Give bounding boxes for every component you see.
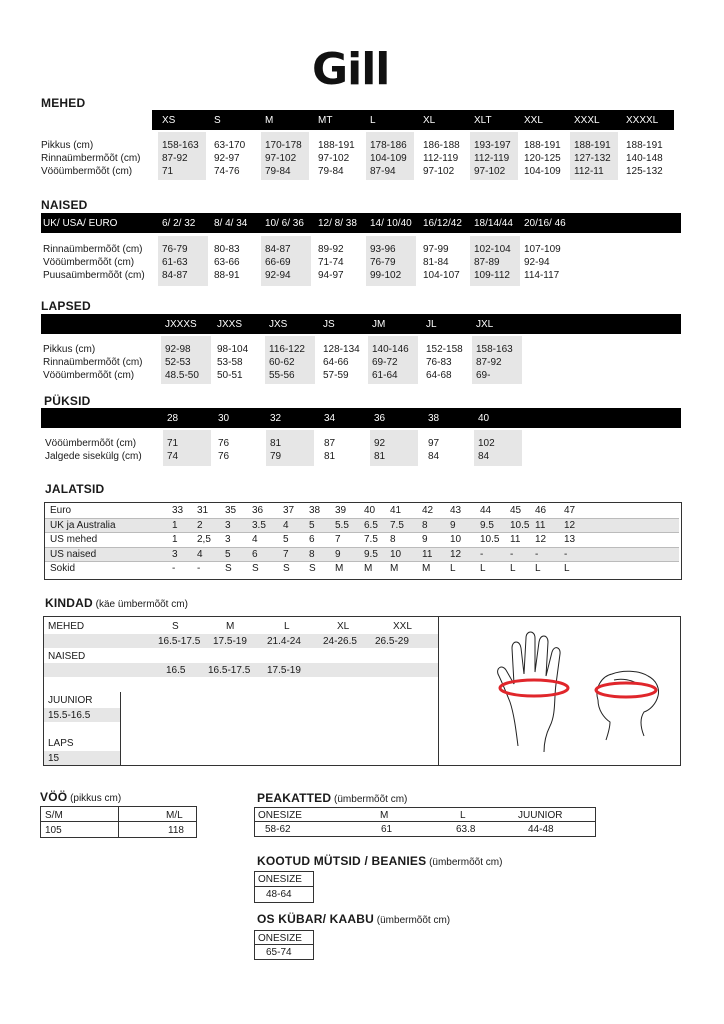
- kootud-subtitle: (ümbermõõt cm): [429, 857, 503, 868]
- puksid-size-header: 32: [270, 413, 282, 424]
- puksid-cell: 71: [167, 438, 179, 449]
- jalatsid-cell: L: [535, 563, 541, 574]
- puksid-header-bar: [41, 408, 681, 428]
- jalatsid-cell: 11: [422, 548, 433, 560]
- naised-size-header: 8/ 4/ 34: [214, 218, 248, 229]
- jalatsid-cell: S: [309, 563, 316, 574]
- puksid-cell: 74: [167, 451, 179, 462]
- voo-header-ml: M/L: [166, 810, 183, 821]
- mehed-cell: 193-197: [474, 140, 511, 151]
- puksid-cell: 84: [478, 451, 490, 462]
- mehed-size-header: XXL: [524, 115, 543, 126]
- jalatsid-cell: 43: [450, 505, 462, 516]
- jalatsid-cell: 9.5: [364, 548, 378, 560]
- mehed-cell: 97-102: [318, 153, 350, 164]
- jalatsid-cell: 44: [480, 505, 492, 516]
- jalatsid-row-divider: [45, 561, 679, 562]
- jalatsid-cell: 7.5: [364, 534, 378, 545]
- mehed-cell: 97-102: [474, 166, 506, 177]
- mehed-size-header: M: [265, 115, 274, 126]
- jalatsid-row-divider: [45, 547, 679, 548]
- naised-cell: 63-66: [214, 257, 240, 268]
- puksid-size-header: 38: [428, 413, 440, 424]
- naised-cell: 99-102: [370, 270, 402, 281]
- naised-cell: 109-112: [474, 270, 510, 281]
- jalatsid-cell: 36: [252, 505, 264, 516]
- jalatsid-cell: 5.5: [335, 519, 349, 531]
- jalatsid-cell: M: [335, 563, 344, 574]
- peakatted-header-l: L: [460, 810, 466, 821]
- mehed-cell: 120-125: [524, 153, 561, 164]
- kindad-mehed-value: 17.5-19: [213, 636, 247, 647]
- kindad-size-header: M: [226, 621, 235, 632]
- jalatsid-cell: 1: [172, 534, 178, 545]
- naised-cell: 71-74: [318, 257, 344, 268]
- naised-cell: 114-117: [524, 270, 560, 281]
- mehed-size-header: MT: [318, 115, 333, 126]
- mehed-cell: 178-186: [370, 140, 407, 151]
- jalatsid-row-label: US mehed: [50, 534, 98, 545]
- jalatsid-cell: 3: [225, 519, 231, 531]
- mehed-cell: 112-11: [574, 166, 604, 177]
- peakatted-header-onesize: ONESIZE: [258, 810, 302, 821]
- jalatsid-cell: 46: [535, 505, 547, 516]
- jalatsid-cell: 8: [390, 534, 396, 545]
- jalatsid-cell: L: [480, 563, 486, 574]
- mehed-cell: 71: [162, 166, 174, 177]
- kindad-naised-label: NAISED: [48, 651, 86, 662]
- jalatsid-cell: 6: [309, 534, 315, 545]
- naised-cell: 93-96: [370, 244, 396, 255]
- lapsed-cell: 69-72: [372, 357, 398, 368]
- puksid-cell: 102: [478, 438, 495, 449]
- mehed-cell: 125-132: [626, 166, 663, 177]
- puksid-cell: 84: [428, 451, 440, 462]
- kindad-naised-value: 16.5: [166, 665, 186, 676]
- lapsed-cell: 50-51: [217, 370, 243, 381]
- kubar-heading: [257, 912, 450, 926]
- lapsed-cell: 76-83: [426, 357, 452, 368]
- jalatsid-row-shade: [45, 518, 679, 532]
- jalatsid-cell: -: [564, 548, 568, 560]
- puksid-cell: 76: [218, 451, 230, 462]
- mehed-cell: 127-132: [574, 153, 611, 164]
- jalatsid-cell: 41: [390, 505, 402, 516]
- mehed-cell: 112-119: [474, 153, 510, 164]
- jalatsid-cell: 1: [172, 519, 178, 531]
- naised-row-label: Puusaümbermõõt (cm): [43, 270, 145, 281]
- peakatted-header-m: M: [380, 810, 389, 821]
- naised-cell: 87-89: [474, 257, 500, 268]
- puksid-title: PÜKSID: [44, 394, 91, 408]
- jalatsid-cell: 10: [390, 548, 402, 560]
- kubar-title: OS KÜBAR/ KAABU: [257, 912, 374, 926]
- jalatsid-cell: 12: [535, 534, 547, 545]
- naised-cell: 88-91: [214, 270, 240, 281]
- jalatsid-cell: M: [422, 563, 431, 574]
- brand-logo-text: Gill: [312, 44, 390, 95]
- naised-cell: 66-69: [265, 257, 291, 268]
- jalatsid-cell: 3: [225, 534, 231, 545]
- jalatsid-row-divider: [45, 532, 679, 533]
- kindad-laps-value: 15: [48, 753, 60, 764]
- naised-size-header: 14/ 10/40: [370, 218, 412, 229]
- jalatsid-cell: 4: [252, 534, 258, 545]
- naised-cell: 92-94: [524, 257, 550, 268]
- mehed-cell: 97-102: [423, 166, 455, 177]
- kindad-heading: [45, 596, 188, 610]
- jalatsid-cell: -: [480, 548, 484, 560]
- peakatted-value-l: 63.8: [456, 824, 476, 835]
- mehed-size-header: XXXXL: [626, 115, 659, 126]
- naised-title: NAISED: [41, 198, 88, 212]
- kindad-title: KINDAD: [45, 596, 93, 610]
- lapsed-cell: 98-104: [217, 344, 249, 355]
- kindad-subtitle: (käe ümbermõõt cm): [95, 599, 188, 610]
- kindad-mehed-value: 21.4-24: [267, 636, 301, 647]
- puksid-size-header: 40: [478, 413, 490, 424]
- jalatsid-cell: 8: [422, 519, 428, 531]
- naised-size-header: 6/ 2/ 32: [162, 218, 196, 229]
- jalatsid-frame: [44, 502, 682, 580]
- naised-cell: 89-92: [318, 244, 344, 255]
- peakatted-title: PEAKATTED: [257, 791, 332, 805]
- mehed-size-header: S: [214, 115, 221, 126]
- kubar-header: ONESIZE: [258, 933, 302, 944]
- voo-title: VÖÖ: [40, 790, 68, 804]
- jalatsid-cell: 5: [283, 534, 289, 545]
- kindad-small-divider: [120, 692, 121, 765]
- mehed-title: MEHED: [41, 96, 86, 110]
- naised-header-bar: [41, 213, 681, 233]
- puksid-cell: 81: [270, 438, 282, 449]
- lapsed-size-header: JM: [372, 319, 386, 330]
- lapsed-cell: 158-163: [476, 344, 513, 355]
- jalatsid-cell: 3.5: [252, 519, 266, 531]
- kindad-size-header: XL: [337, 621, 350, 632]
- lapsed-cell: 69-: [476, 370, 491, 381]
- voo-value-sm: 105: [45, 825, 62, 836]
- naised-cell: 76-79: [370, 257, 396, 268]
- jalatsid-cell: S: [225, 563, 232, 574]
- kindad-mehed-value: 26.5-29: [375, 636, 409, 647]
- mehed-cell: 92-97: [214, 153, 240, 164]
- jalatsid-cell: 2: [197, 519, 203, 531]
- jalatsid-cell: L: [450, 563, 456, 574]
- mehed-cell: 87-94: [370, 166, 396, 177]
- kootud-title: KOOTUD MÜTSID / BEANIES: [257, 854, 427, 868]
- naised-cell: 76-79: [162, 244, 188, 255]
- mehed-cell: 158-163: [162, 140, 199, 151]
- jalatsid-row-label: Euro: [50, 505, 72, 516]
- kubar-value: 65-74: [266, 947, 292, 958]
- jalatsid-cell: 37: [283, 505, 295, 516]
- mehed-cell: 97-102: [265, 153, 297, 164]
- jalatsid-cell: 7: [335, 534, 341, 545]
- kindad-laps-label: LAPS: [48, 738, 74, 749]
- lapsed-size-header: JS: [323, 319, 335, 330]
- lapsed-cell: 128-134: [323, 344, 360, 355]
- puksid-cell: 97: [428, 438, 440, 449]
- jalatsid-cell: M: [390, 563, 399, 574]
- jalatsid-cell: S: [283, 563, 290, 574]
- hand-measure-illustration: [438, 618, 680, 764]
- lapsed-cell: 48.5-50: [165, 370, 199, 381]
- jalatsid-cell: S: [252, 563, 259, 574]
- peakatted-value-onesize: 58-62: [265, 824, 291, 835]
- lapsed-cell: 152-158: [426, 344, 463, 355]
- mehed-cell: 79-84: [318, 166, 344, 177]
- jalatsid-cell: 5: [225, 548, 231, 560]
- puksid-size-header: 28: [167, 413, 179, 424]
- mehed-size-header: XLT: [474, 115, 492, 126]
- jalatsid-cell: 47: [564, 505, 576, 516]
- mehed-size-header: XXXL: [574, 115, 600, 126]
- mehed-cell: 112-119: [423, 153, 459, 164]
- mehed-cell: 188-191: [318, 140, 355, 151]
- lapsed-cell: 116-122: [269, 344, 305, 355]
- jalatsid-cell: 11: [535, 519, 546, 531]
- kindad-naised-value: 17.5-19: [267, 665, 301, 676]
- kindad-juunior-label: JUUNIOR: [48, 695, 93, 706]
- jalatsid-cell: 6: [252, 548, 258, 560]
- jalatsid-cell: 7.5: [390, 519, 404, 531]
- lapsed-header-bar: [41, 314, 681, 334]
- kindad-mehed-label: MEHED: [48, 621, 85, 632]
- mehed-cell: 140-148: [626, 153, 663, 164]
- puksid-cell: 81: [374, 451, 386, 462]
- kindad-size-header: XXL: [393, 621, 412, 632]
- voo-value-ml: 118: [168, 825, 184, 836]
- mehed-header-bar: [152, 110, 674, 130]
- mehed-cell: 104-109: [524, 166, 561, 177]
- kindad-mehed-value: 24-26.5: [323, 636, 357, 647]
- naised-cell: 81-84: [423, 257, 449, 268]
- lapsed-cell: 92-98: [165, 344, 191, 355]
- kootud-value: 48-64: [266, 889, 292, 900]
- mehed-cell: 188-191: [626, 140, 663, 151]
- jalatsid-cell: 11: [510, 534, 521, 545]
- jalatsid-cell: 33: [172, 505, 184, 516]
- naised-size-header: 10/ 6/ 36: [265, 218, 304, 229]
- peakatted-heading: [257, 791, 407, 805]
- fist-measure-ring: [596, 683, 656, 697]
- kindad-juunior-value: 15.5-16.5: [48, 710, 91, 721]
- jalatsid-cell: 31: [197, 505, 209, 516]
- puksid-row-label: Jalgede sisekülg (cm): [45, 451, 142, 462]
- kindad-size-header: L: [284, 621, 290, 632]
- puksid-size-header: 34: [324, 413, 336, 424]
- mehed-size-header: XL: [423, 115, 436, 126]
- lapsed-cell: 140-146: [372, 344, 409, 355]
- mehed-cell: 87-92: [162, 153, 188, 164]
- peakatted-subtitle: (ümbermõõt cm): [334, 794, 408, 805]
- jalatsid-cell: -: [197, 563, 201, 574]
- mehed-row-label: Rinnaümbermõõt (cm): [41, 153, 141, 164]
- naised-size-header: 16/12/42: [423, 218, 462, 229]
- jalatsid-cell: 42: [422, 505, 434, 516]
- jalatsid-cell: 40: [364, 505, 376, 516]
- jalatsid-cell: 9: [422, 534, 428, 545]
- jalatsid-cell: -: [172, 563, 176, 574]
- lapsed-size-header: JXL: [476, 319, 494, 330]
- naised-cell: 84-87: [162, 270, 188, 281]
- lapsed-cell: 64-68: [426, 370, 452, 381]
- naised-row-label: Rinnaümbermõõt (cm): [43, 244, 143, 255]
- jalatsid-cell: 4: [283, 519, 289, 531]
- naised-size-header: 20/16/ 46: [524, 218, 566, 229]
- puksid-size-header: 30: [218, 413, 230, 424]
- jalatsid-cell: 45: [510, 505, 522, 516]
- jalatsid-cell: 9.5: [480, 519, 494, 531]
- lapsed-cell: 55-56: [269, 370, 295, 381]
- mehed-size-header: XS: [162, 115, 176, 126]
- puksid-row-label: Vööümbermõõt (cm): [45, 438, 137, 449]
- lapsed-cell: 57-59: [323, 370, 349, 381]
- jalatsid-row-shade: [45, 547, 679, 561]
- jalatsid-cell: 12: [450, 548, 462, 560]
- jalatsid-cell: 7: [283, 548, 289, 560]
- naised-header-label: UK/ USA/ EURO: [43, 218, 118, 229]
- lapsed-cell: 64-66: [323, 357, 349, 368]
- jalatsid-cell: 9: [335, 548, 341, 560]
- kindad-mehed-value: 16.5-17.5: [158, 636, 201, 647]
- lapsed-row-label: Pikkus (cm): [43, 344, 96, 355]
- jalatsid-cell: 10: [450, 534, 462, 545]
- naised-size-header: 12/ 8/ 38: [318, 218, 357, 229]
- jalatsid-cell: 5: [309, 519, 315, 531]
- puksid-cell: 92: [374, 438, 386, 449]
- puksid-cell: 87: [324, 438, 336, 449]
- jalatsid-cell: 8: [309, 548, 315, 560]
- mehed-cell: 186-188: [423, 140, 460, 151]
- jalatsid-row-label: Sokid: [50, 563, 76, 574]
- jalatsid-cell: 6.5: [364, 519, 378, 531]
- voo-header-sm: S/M: [45, 810, 63, 821]
- jalatsid-row-label: US naised: [50, 548, 97, 560]
- peakatted-value-m: 61: [381, 824, 393, 835]
- jalatsid-title: JALATSID: [45, 482, 105, 496]
- naised-cell: 97-99: [423, 244, 449, 255]
- kootud-header: ONESIZE: [258, 874, 302, 885]
- peakatted-header-juunior: JUUNIOR: [518, 810, 563, 821]
- mehed-cell: 63-170: [214, 140, 246, 151]
- lapsed-cell: 53-58: [217, 357, 243, 368]
- naised-cell: 80-83: [214, 244, 240, 255]
- naised-cell: 92-94: [265, 270, 291, 281]
- lapsed-size-header: JXS: [269, 319, 288, 330]
- jalatsid-cell: 2,5: [197, 534, 211, 545]
- mehed-cell: 170-178: [265, 140, 302, 151]
- naised-cell: 104-107: [423, 270, 460, 281]
- puksid-cell: 76: [218, 438, 230, 449]
- brand-logo: [312, 44, 412, 95]
- kindad-size-header: S: [172, 621, 179, 632]
- lapsed-size-header: JXXXS: [165, 319, 197, 330]
- lapsed-size-header: JL: [426, 319, 437, 330]
- jalatsid-cell: -: [510, 548, 514, 560]
- hand-measure-ring: [500, 680, 568, 696]
- lapsed-size-header: JXXS: [217, 319, 243, 330]
- mehed-cell: 188-191: [524, 140, 561, 151]
- jalatsid-cell: 35: [225, 505, 237, 516]
- jalatsid-cell: 38: [309, 505, 321, 516]
- naised-cell: 94-97: [318, 270, 344, 281]
- naised-row-label: Vööümbermõõt (cm): [43, 257, 135, 268]
- voo-subtitle: (pikkus cm): [70, 793, 122, 804]
- mehed-row-label: Pikkus (cm): [41, 140, 94, 151]
- mehed-row-label: Vööümbermõõt (cm): [41, 166, 133, 177]
- jalatsid-row-divider: [45, 518, 679, 519]
- jalatsid-cell: 12: [564, 519, 576, 531]
- mehed-cell: 79-84: [265, 166, 291, 177]
- jalatsid-cell: -: [535, 548, 539, 560]
- jalatsid-row-label: UK ja Australia: [50, 519, 116, 531]
- jalatsid-cell: 3: [172, 548, 178, 560]
- voo-heading: [40, 790, 121, 804]
- puksid-size-header: 36: [374, 413, 386, 424]
- lapsed-cell: 52-53: [165, 357, 191, 368]
- jalatsid-cell: L: [564, 563, 570, 574]
- naised-size-header: 18/14/44: [474, 218, 513, 229]
- jalatsid-cell: L: [510, 563, 516, 574]
- peakatted-value-juunior: 44-48: [528, 824, 554, 835]
- mehed-cell: 74-76: [214, 166, 240, 177]
- puksid-cell: 79: [270, 451, 282, 462]
- jalatsid-cell: 13: [564, 534, 576, 545]
- jalatsid-cell: M: [364, 563, 373, 574]
- mehed-cell: 188-191: [574, 140, 611, 151]
- jalatsid-cell: 10.5: [480, 534, 500, 545]
- naised-cell: 84-87: [265, 244, 291, 255]
- naised-cell: 61-63: [162, 257, 188, 268]
- lapsed-cell: 60-62: [269, 357, 295, 368]
- jalatsid-cell: 10.5: [510, 519, 530, 531]
- lapsed-row-label: Rinnaümbermõõt (cm): [43, 357, 143, 368]
- naised-cell: 107-109: [524, 244, 561, 255]
- jalatsid-cell: 4: [197, 548, 203, 560]
- mehed-size-header: L: [370, 115, 376, 126]
- kubar-subtitle: (ümbermõõt cm): [376, 915, 451, 926]
- lapsed-cell: 61-64: [372, 370, 398, 381]
- puksid-cell: 81: [324, 451, 336, 462]
- kindad-naised-value: 16.5-17.5: [208, 665, 251, 676]
- kootud-heading: [257, 854, 502, 868]
- naised-cell: 102-104: [474, 244, 511, 255]
- mehed-cell: 104-109: [370, 153, 407, 164]
- lapsed-row-label: Vööümbermõõt (cm): [43, 370, 135, 381]
- jalatsid-cell: 9: [450, 519, 456, 531]
- lapsed-cell: 87-92: [476, 357, 502, 368]
- jalatsid-cell: 39: [335, 505, 347, 516]
- lapsed-title: LAPSED: [41, 299, 91, 313]
